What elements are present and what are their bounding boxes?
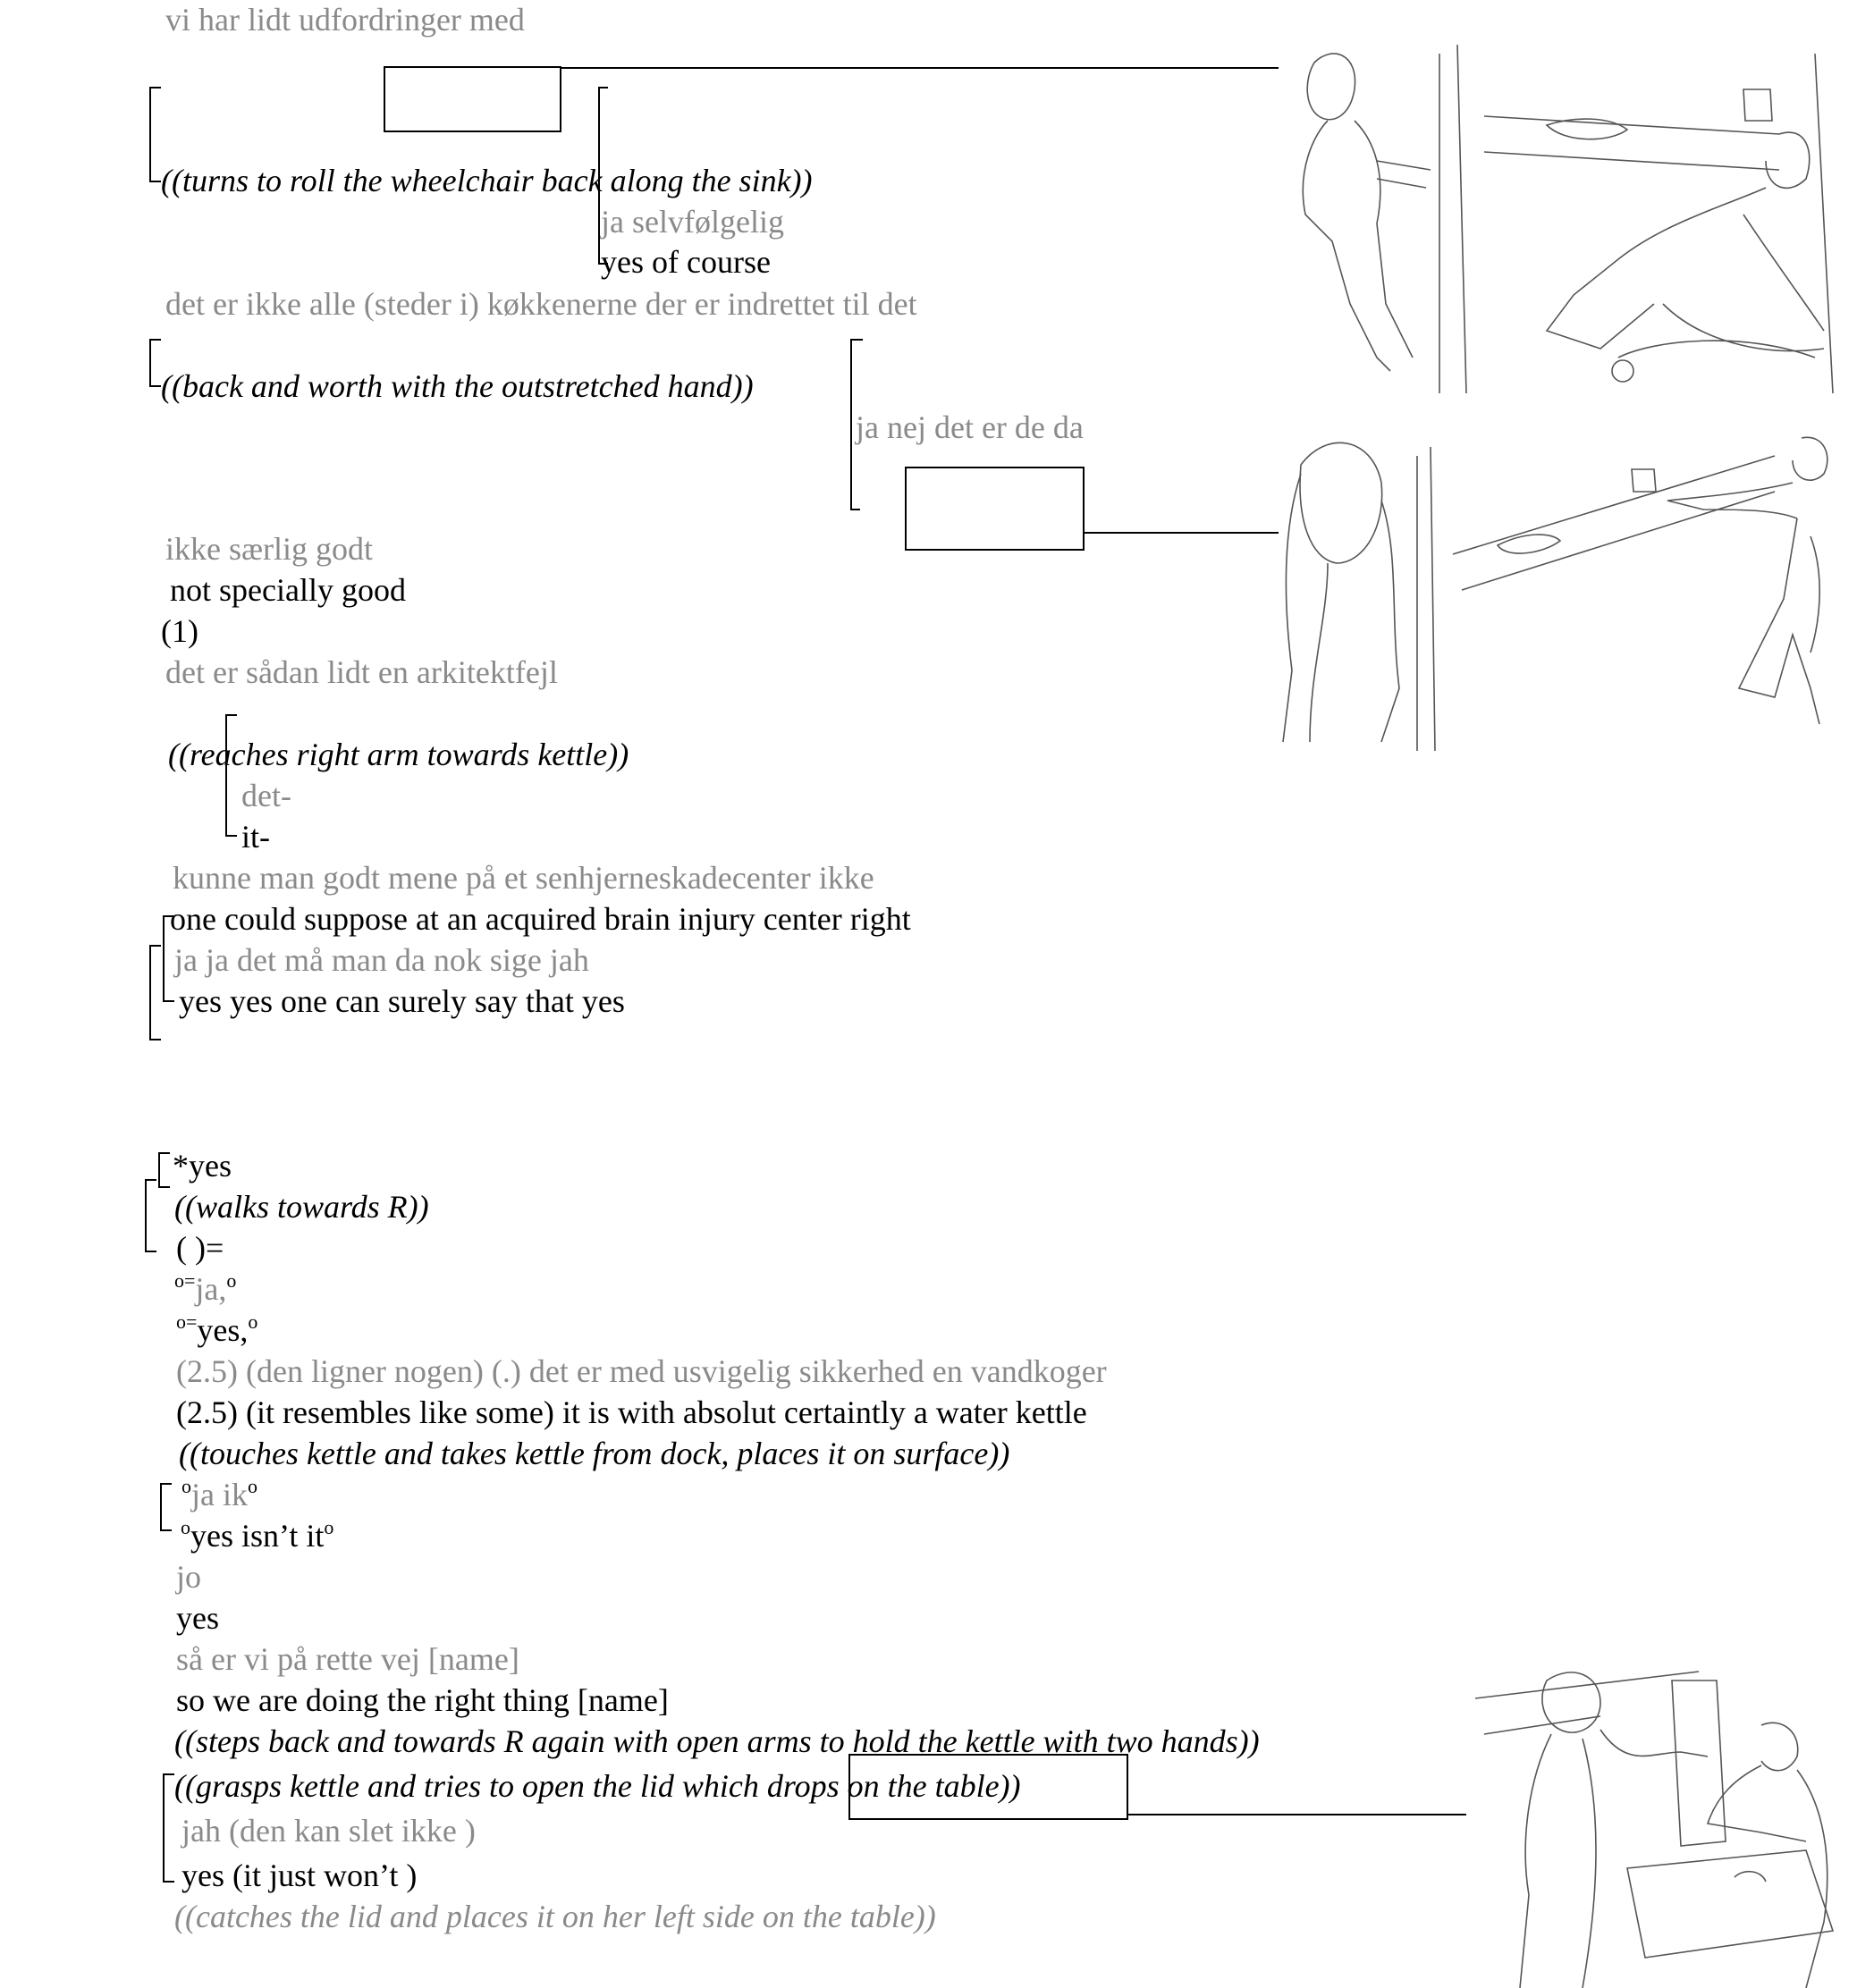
- transcript-text: ja selvfølgelig: [601, 204, 784, 240]
- drawing-top: [1279, 36, 1851, 393]
- transcript-text: det er sådan lidt en arkitektfejl: [165, 654, 558, 690]
- transcript-text: så er vi på rette vej [name]: [176, 1641, 519, 1677]
- bracket: [226, 715, 237, 836]
- transcript-text: ja ik: [191, 1477, 248, 1512]
- bracket: [164, 1774, 174, 1882]
- transcription-symbol: o: [226, 1269, 237, 1292]
- transcription-symbol: o: [181, 1475, 191, 1497]
- drawing-middle: [1274, 420, 1846, 751]
- bracket: [164, 916, 174, 1001]
- drawing-bottom: [1466, 1663, 1851, 1988]
- transcript-text: yes (it just won’t ): [181, 1857, 418, 1893]
- transcript-text: ja nej det er de da: [856, 409, 1084, 445]
- transcription-symbol: o: [181, 1516, 190, 1538]
- transcript-text: ja,: [195, 1271, 227, 1307]
- transcript-text: (1): [161, 613, 198, 649]
- transcript-text: det er ikke alle (steder i) køkkenerne der er indrettet til det: [165, 286, 917, 322]
- transcript-text: ((grasps kettle and tries to open the lid which drops on the table)): [174, 1768, 1021, 1804]
- transcript-text: jah (den kan slet ikke ): [181, 1813, 476, 1849]
- highlight-box-no-they-are: [906, 468, 1084, 550]
- transcription-symbol: o=: [174, 1269, 196, 1292]
- transcript-text: ja ja det må man da nok sige jah: [174, 942, 589, 978]
- transcript-text: jo: [176, 1559, 202, 1595]
- transcript-text: ((back and worth with the outstretched hand)): [161, 368, 754, 404]
- transcript-text: yes of course: [601, 244, 771, 280]
- transcript-text: so we are doing the right thing [name]: [176, 1682, 669, 1718]
- transcript-text: ((reaches right arm towards kettle)): [168, 737, 629, 772]
- transcript-text: (2.5) (den ligner nogen) (.) det er med usvigelig sikkerhed en vandkoger: [176, 1353, 1107, 1389]
- transcript-text: not specially good: [170, 572, 406, 608]
- bracket: [159, 1153, 170, 1187]
- transcript-text: one could suppose at an acquired brain injury center right: [170, 901, 911, 937]
- transcript-text: ((walks towards R)): [174, 1189, 429, 1225]
- transcript-text: det-: [241, 778, 291, 813]
- transcript-text: vi har lidt udfordringer med: [165, 2, 525, 38]
- transcription-symbol: o: [248, 1310, 258, 1333]
- highlight-box-drops-on-table: [849, 1755, 1127, 1819]
- transcript-text: ((touches kettle and takes kettle from dock, places it on surface)): [179, 1436, 1010, 1471]
- bracket: [146, 1180, 156, 1251]
- bracket: [851, 340, 863, 510]
- transcript-text: kunne man godt mene på et senhjerneskadecenter ikke: [173, 860, 874, 896]
- transcript-text: it-: [241, 819, 270, 855]
- transcript-text: (2.5) (it resembles like some) it is with absolut certaintly a water kettle: [176, 1394, 1087, 1430]
- transcript-text: ((turns to roll the wheelchair back along the sink)): [161, 163, 813, 198]
- transcript-text: yes: [176, 1600, 219, 1636]
- transcript-text: ( )=: [176, 1230, 224, 1266]
- bracket: [599, 88, 608, 264]
- transcript-text: yes yes one can surely say that yes: [179, 983, 625, 1019]
- bracket: [150, 88, 161, 181]
- transcript-text: ((catches the lid and places it on her left side on the table)): [174, 1899, 936, 1934]
- transcript-text: ikke særlig godt: [165, 531, 373, 567]
- transcription-symbol: o: [247, 1475, 257, 1497]
- transcript-text: ((steps back and towards R again with open arms to hold the kettle with two hands)): [174, 1723, 1260, 1759]
- highlight-box-challenges: [384, 67, 561, 131]
- bracket: [150, 946, 161, 1040]
- bracket: [150, 340, 161, 386]
- transcript-text: yes,: [197, 1312, 249, 1348]
- transcript-text: *yes: [173, 1148, 232, 1184]
- transcription-symbol: o: [324, 1516, 334, 1538]
- transcription-symbol: o=: [176, 1310, 198, 1333]
- transcript-text: yes isn’t it: [190, 1518, 325, 1554]
- bracket: [161, 1484, 172, 1530]
